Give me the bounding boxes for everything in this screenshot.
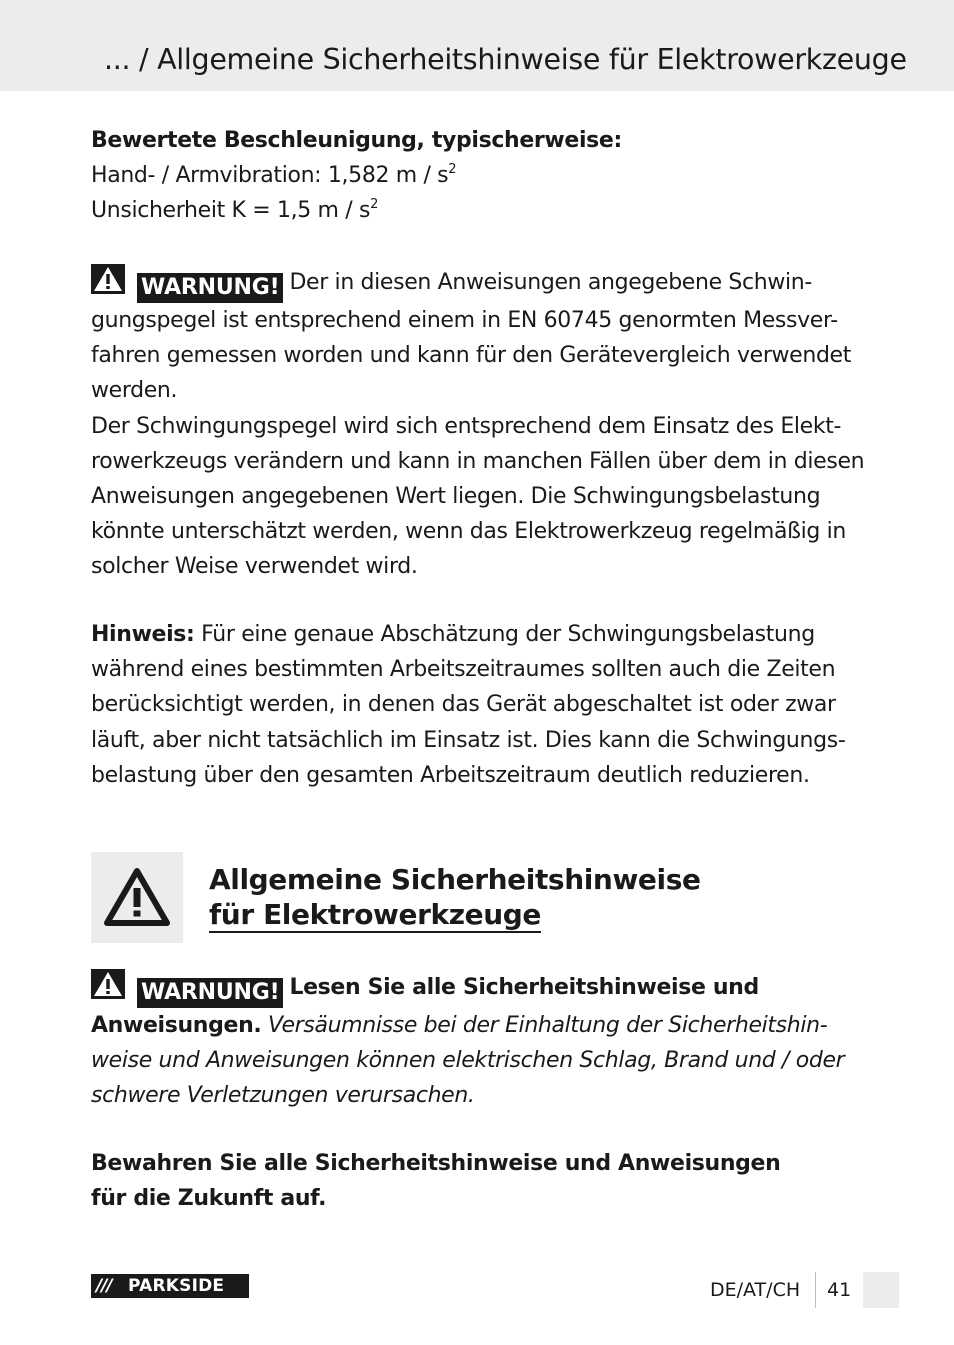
hand-arm-exponent: 2	[448, 162, 457, 178]
warning-2-italic-text: Versäumnisse bei der Einhaltung der Sicherheitshin-	[268, 1013, 828, 1038]
warning-2-line-3: weise und Anweisungen können elektrischen Schlag, Brand und / oder	[91, 1048, 845, 1074]
warning-2-line-1	[91, 969, 871, 1008]
note-block	[91, 617, 871, 793]
vibration-block	[91, 123, 871, 229]
keep-line-2: für die Zukunft auf.	[91, 1186, 327, 1212]
warning-badge: WARNUNG!	[137, 273, 283, 303]
footer-gray-box	[863, 1272, 899, 1308]
note-line-1	[91, 617, 871, 652]
uncertainty	[91, 193, 871, 228]
warning-1-line-5: Der Schwingungspegel wird sich entsprechend dem Einsatz des Elekt-	[91, 413, 842, 439]
warning-1-line-2: gungspegel ist entsprechend einem in EN 60745 genormten Messver-	[91, 308, 838, 333]
warning-1-line-6: rowerkzeugs verändern und kann in manchen Fällen über dem in diesen	[91, 448, 865, 474]
parkside-logo	[91, 1274, 249, 1298]
warning-block-1	[91, 264, 871, 585]
note-line-4: läuft, aber nicht tatsächlich im Einsatz ist. Dies kann die Schwingungs-	[91, 727, 846, 753]
warning-1-line-1	[91, 264, 871, 303]
warning-badge: WARNUNG!	[137, 978, 283, 1008]
footer-divider	[815, 1272, 816, 1308]
section-heading-line-2: für Elektrowerkzeuge	[209, 898, 541, 931]
note-label: Hinweis:	[91, 622, 195, 647]
note-line-5: belastung über den gesamten Arbeitszeitraum deutlich reduzieren.	[91, 762, 810, 788]
warning-triangle-icon	[91, 264, 125, 294]
warning-block-2	[91, 969, 871, 1114]
uncertainty-exponent: 2	[370, 197, 379, 213]
note-line-2: während eines bestimmten Arbeitszeitraumes sollten auch die Zeiten	[91, 657, 836, 683]
warning-2-line-2	[91, 1008, 871, 1043]
note-text: Für eine genaue Abschätzung der Schwingungsbelastung	[201, 622, 815, 647]
keep-instructions	[91, 1146, 871, 1216]
keep-line-1: Bewahren Sie alle Sicherheitshinweise und Anweisungen	[91, 1151, 781, 1176]
warning-triangle-icon	[91, 969, 125, 999]
hand-arm-vibration-value: Hand- / Armvibration: 1,582 m / s	[91, 163, 449, 189]
logo-slashes: ///	[96, 1276, 112, 1296]
page-number: 41	[827, 1279, 852, 1301]
hand-arm-vibration	[91, 158, 871, 193]
warning-1-line-7: Anweisungen angegebenen Wert liegen. Die Schwingungsbelastung	[91, 484, 821, 510]
vibration-heading: Bewertete Beschleunigung, typischerweise:	[91, 128, 622, 153]
uncertainty-value: Unsicherheit K = 1,5 m / s	[91, 198, 371, 224]
logo-text: PARKSIDE	[128, 1276, 225, 1296]
section-icon-box	[91, 852, 183, 943]
section-heading-line-1: Allgemeine Sicherheitshinweise	[209, 863, 701, 896]
note-line-3: berücksichtigt werden, in denen das Gerät abgeschaltet ist oder zwar	[91, 692, 836, 718]
warning-2-bold-text-2: Anweisungen.	[91, 1013, 262, 1038]
section-heading	[209, 862, 849, 933]
warning-triangle-icon	[103, 866, 171, 928]
warning-2-line-4: schwere Verletzungen verursachen.	[91, 1083, 475, 1109]
warning-2-bold-text: Lesen Sie alle Sicherheitshinweise und	[289, 975, 759, 1000]
warning-1-line-3: fahren gemessen worden und kann für den Gerätevergleich verwendet	[91, 343, 852, 369]
page-title: ... / Allgemeine Sicherheitshinweise für Elektrowerkzeuge	[104, 43, 907, 76]
footer-locale: DE/AT/CH	[710, 1279, 801, 1301]
warning-1-line-8: könnte unterschätzt werden, wenn das Elektrowerkzeug regelmäßig in	[91, 519, 846, 545]
warning-1-line-4: werden.	[91, 378, 178, 404]
warning-1-line-9: solcher Weise verwendet wird.	[91, 554, 418, 580]
warning-1-text: Der in diesen Anweisungen angegebene Schwin-	[289, 270, 812, 295]
